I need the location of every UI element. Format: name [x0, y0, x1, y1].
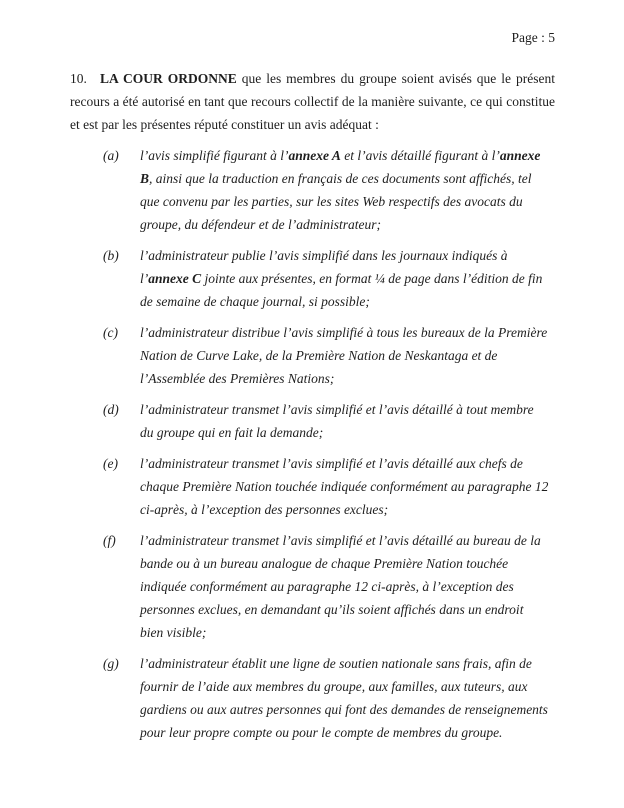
subparagraph-item — [70, 244, 555, 313]
subparagraph-item — [70, 321, 555, 390]
subparagraph-item — [70, 398, 555, 444]
order-lead-text: que les membres du groupe soient avisés que le présent recours a été autorisé en tant que recours collectif de la manière suivante, ce qui constitue et est par les présentes réputé constituer un avis adéquat : — [70, 71, 555, 132]
subparagraph-label: (a) — [103, 148, 119, 163]
subparagraph-text: l’avis simplifié figurant à l’annexe A et l’avis détaillé figurant à l’annexe B, ainsi que la traduction en français de ces documents sont affichés, tel que convenu par les parties, sur les sites Web respectifs des avocats du groupe, du défendeur et de l’administrateur; — [140, 148, 541, 232]
subparagraph-text: l’administrateur établit une ligne de soutien nationale sans frais, afin de fournir de l’aide aux membres du groupe, aux familles, aux tuteurs, aux gardiens ou aux autres personnes qui font des demandes de renseignements pour leur propre compte ou pour le compte de membres du groupe. — [140, 656, 548, 740]
subparagraph-text: l’administrateur transmet l’avis simplifié et l’avis détaillé aux chefs de chaque Première Nation touchée indiquée conformément au paragraphe 12 ci-après, à l’exception des personnes exclues; — [140, 456, 549, 517]
subparagraph-list — [70, 144, 555, 744]
subparagraph-item — [70, 652, 555, 744]
subparagraph-item — [70, 452, 555, 521]
subparagraph-label: (g) — [103, 656, 119, 671]
subparagraph-label: (f) — [103, 533, 116, 548]
page-number-label: Page : 5 — [511, 30, 555, 45]
subparagraph-label: (c) — [103, 325, 118, 340]
order-lead-bold: LA COUR ORDONNE — [100, 71, 237, 86]
subparagraph-label: (b) — [103, 248, 119, 263]
subparagraph-text: l’administrateur publie l’avis simplifié dans les journaux indiqués à l’annexe C jointe aux présentes, en format ¼ de page dans l’édition de fin de semaine de chaque journal, si possible; — [140, 248, 543, 309]
subparagraph-item — [70, 144, 555, 236]
page-header — [70, 30, 555, 46]
subparagraph-item — [70, 529, 555, 644]
subparagraph-label: (d) — [103, 402, 119, 417]
subparagraph-text: l’administrateur transmet l’avis simplifié et l’avis détaillé au bureau de la bande ou à un bureau analogue de chaque Première Nation touchée indiquée conformément au paragraphe 12 ci-après, à l’exception des personnes exclues, en demandant qu’ils soient affichés dans un endroit bien visible; — [140, 533, 541, 640]
subparagraph-text: l’administrateur distribue l’avis simplifié à tous les bureaux de la Première Nation de Curve Lake, de la Première Nation de Neskantaga et de l’Assemblée des Premières Nations; — [140, 325, 548, 386]
subparagraph-text: l’administrateur transmet l’avis simplifié et l’avis détaillé à tout membre du groupe qui en fait la demande; — [140, 402, 534, 440]
paragraph-number: 10. — [70, 71, 87, 86]
order-paragraph — [70, 67, 555, 136]
subparagraph-label: (e) — [103, 456, 118, 471]
